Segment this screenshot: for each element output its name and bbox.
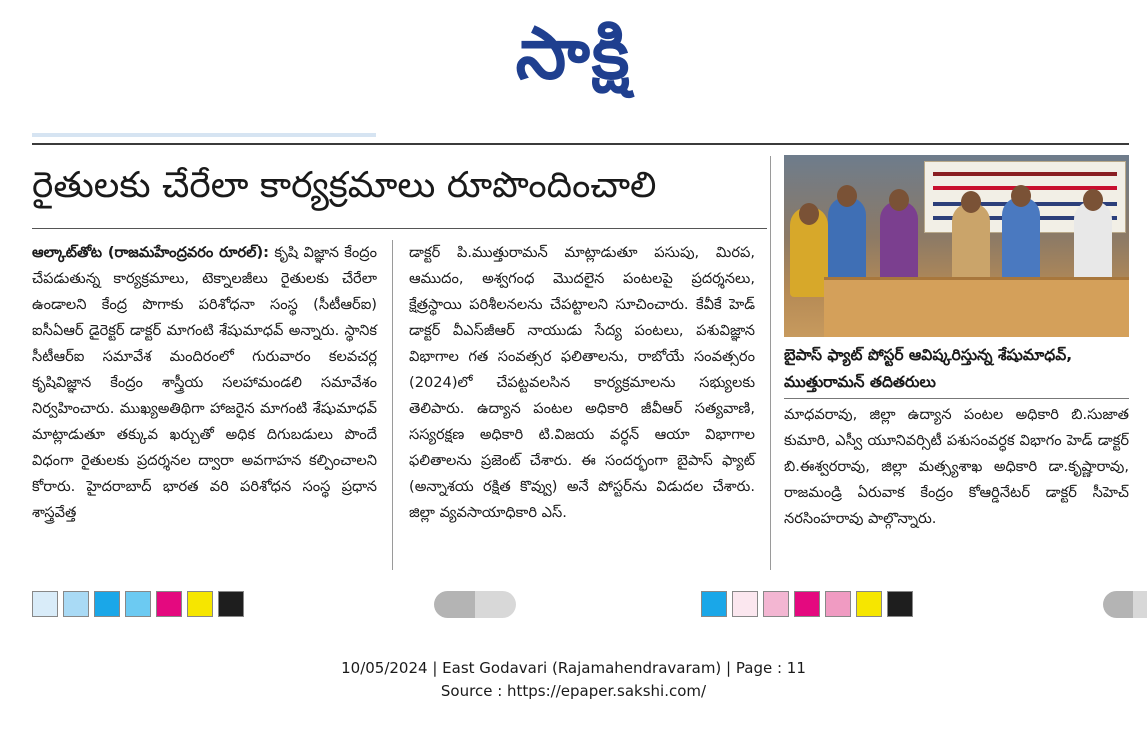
headline-rule (32, 228, 767, 229)
caption-rule (784, 398, 1129, 399)
color-swatch (825, 591, 851, 617)
article-headline: రైతులకు చేరేలా కార్యక్రమాలు రూపొందించాలి (32, 165, 657, 206)
footer (0, 657, 1147, 703)
sakshi-logo: సాక్షి (515, 11, 632, 95)
footer-edition-line: 10/05/2024 | East Godavari (Rajamahendravaram) | Page : 11 (341, 659, 806, 677)
dateline: ఆల్కాట్‌తోట (రాజమహేంద్రవరం రూరల్‌): (32, 244, 269, 261)
color-swatch (94, 591, 120, 617)
registration-mark (434, 591, 516, 618)
column-divider (392, 240, 393, 570)
color-swatch (763, 591, 789, 617)
color-swatch (156, 591, 182, 617)
article-column-3 (784, 402, 1129, 532)
article-column-1 (32, 240, 377, 526)
article-column-2 (409, 240, 755, 526)
top-accent-rule (32, 133, 376, 137)
color-swatch (218, 591, 244, 617)
photo-caption: బైపాస్‌ ఫ్యాట్‌ పోస్టర్‌ ఆవిష్కరిస్తున్న శేషుమాధవ్‌, ముత్తురామన్‌ తదితరులు (784, 346, 1073, 391)
color-swatch (887, 591, 913, 617)
color-swatch (856, 591, 882, 617)
color-swatch (63, 591, 89, 617)
column-1-text: కృషి విజ్ఞాన కేంద్రం చేపడుతున్న కార్యక్రమాలు, టెక్నాలజీలు రైతులకు చేరేలా ఉండాలని కేంద్ర పొగాకు పరిశోధనా సంస్థ (సీటీఆర్‌ఐ) ఐసీఏఆర్‌ డైరెక్టర్‌ డాక్టర్‌ మాగంటి శేషుమాధవ్‌ అన్నారు. స్థానిక సీటీఆర్‌ఐ సమావేశ మందిరంలో గురువారం కలవచర్ల కృషివిజ్ఞాన కేంద్రం శాస్త్రీయ సలహామండలి సమావేశం నిర్వహించారు. ముఖ్యఅతిథిగా హాజరైన మాగంటి శేషుమాధవ్‌ మాట్లాడుతూ తక్కువ ఖర్చుతో అధిక దిగుబడులు పొందే విధంగా రైతులకు ప్రదర్శనల ద్వారా అవగాహన కల్పించాలని కోరారు. హైదరాబాద్‌ భారత వరి పరిశోధన సంస్థ ప్రధాన శాస్త్రవేత్త (32, 244, 377, 521)
color-swatch (187, 591, 213, 617)
color-swatch (32, 591, 58, 617)
column-3-text: మాధవరావు, జిల్లా ఉద్యాన పంటల అధికారి బి.సుజాత కుమారి, ఎస్వీ యూనివర్సిటీ పశుసంవర్ధక విభాగం హెడ్‌ డాక్టర్‌ బి.ఈశ్వరరావు, జిల్లా మత్స్యశాఖ అధికారి డా.కృష్ణారావు, రాజమండ్రి ఏరువాక కేంద్రం కోఆర్డినేటర్‌ డాక్టర్‌ సీహెచ్‌ నరసింహరావు పాల్గొన్నారు. (784, 406, 1129, 527)
masthead (0, 8, 1147, 98)
color-swatch (125, 591, 151, 617)
footer-source-line: Source : https://epaper.sakshi.com/ (440, 682, 707, 700)
color-swatch (732, 591, 758, 617)
top-rule (32, 143, 1129, 145)
color-swatch (701, 591, 727, 617)
meeting-table (824, 277, 1129, 337)
column-2-text: డాక్టర్‌ పి.ముత్తురామన్‌ మాట్లాడుతూ పసుపు, మిరప, ఆముదం, అశ్వగంధ మొదలైన పంటలపై ప్రదర్శనలు, క్షేత్రస్థాయి పరిశీలనలను చేపట్టాలని సూచించారు. కేవీకే హెడ్‌ డాక్టర్‌ వీఎస్‌జీఆర్‌ నాయుడు సేద్య పంటలు, పశువిజ్ఞాన విభాగాల గత సంవత్సర ఫలితాలను, రాబోయే సంవత్సరం (2024)లో చేపట్టవలసిన కార్యక్రమాలను సభ్యులకు తెలిపారు. ఉద్యాన పంటల అధికారి జీవీఆర్‌ సత్యవాణి, సస్యరక్షణ అధికారి టి.విజయ వర్ధన్‌ ఆయా విభాగాల ఫలితాలను ప్రజెంట్‌ చేశారు. ఈ సందర్భంగా బైపాస్‌ ఫ్యాట్‌ (అన్నాశయ రక్షిత కొవ్వు) అనే పోస్టర్‌ను విడుదల చేశారు. జిల్లా వ్యవసాయాధికారి ఎస్‌. (409, 244, 755, 521)
color-swatch (794, 591, 820, 617)
column-divider (770, 156, 771, 570)
registration-mark (1103, 591, 1147, 618)
news-photo (784, 155, 1129, 337)
